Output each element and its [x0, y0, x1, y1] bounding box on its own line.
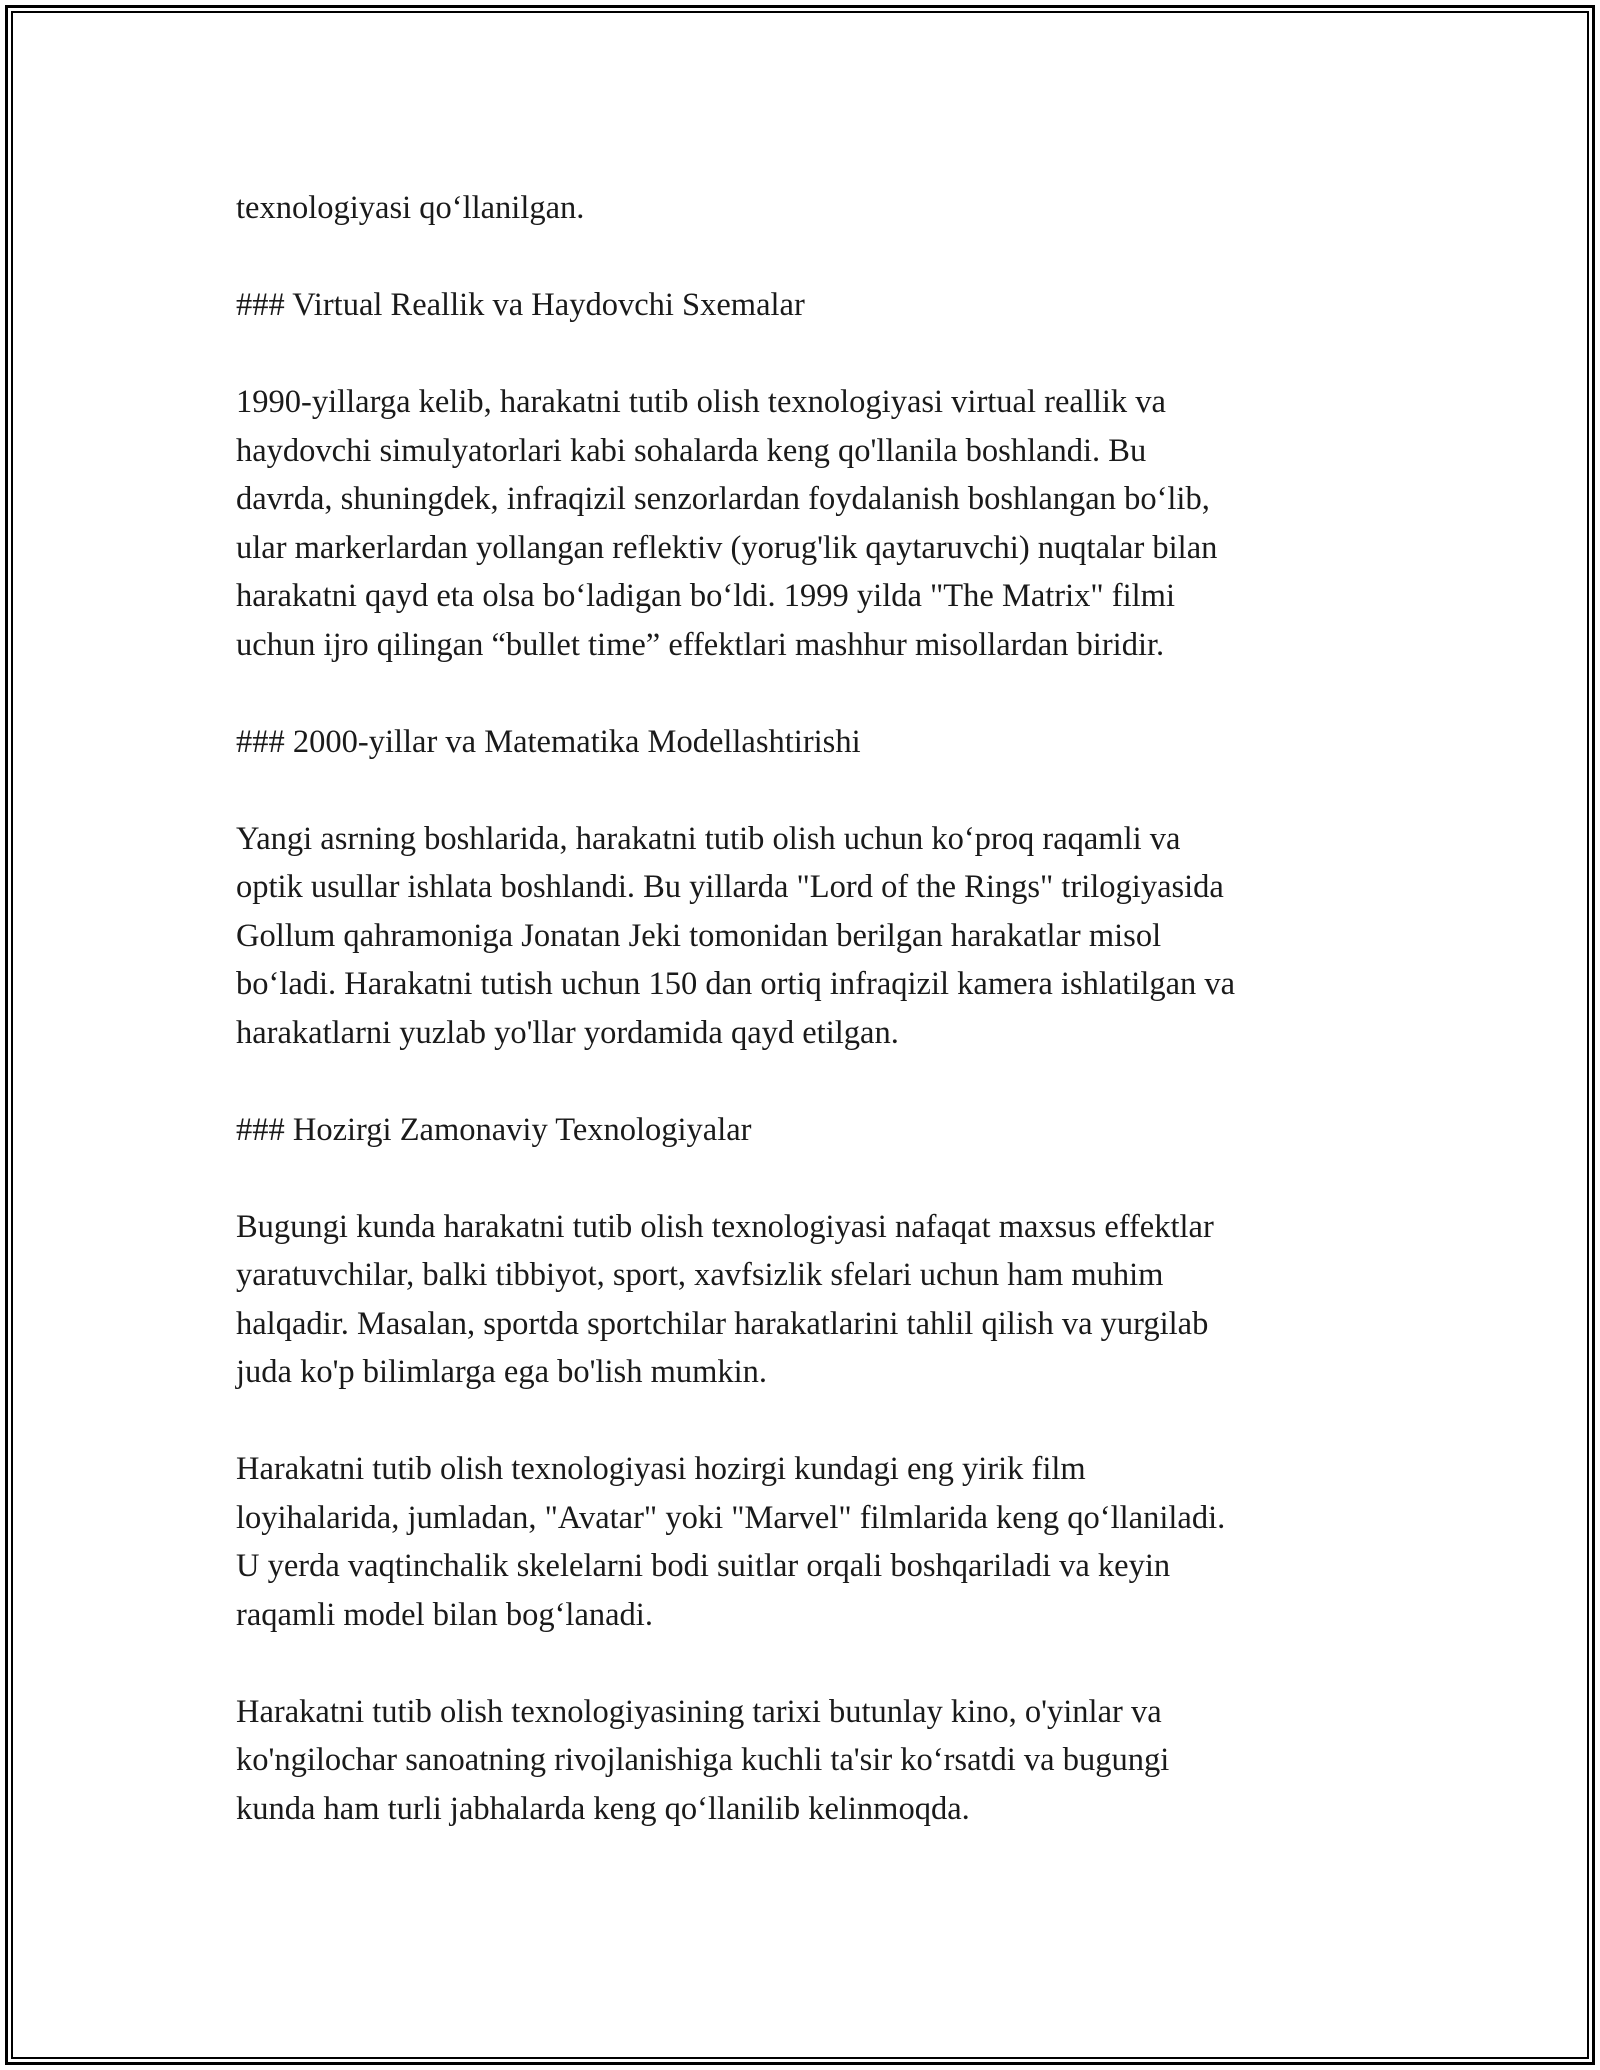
paragraph-line: uchun ijro qilingan “bullet time” effektlari mashhur misollardan biridir.	[236, 626, 1165, 663]
paragraph-line: harakatlarni yuzlab yo'llar yordamida qayd etilgan.	[236, 1014, 899, 1051]
section-heading	[236, 718, 1416, 767]
paragraph	[236, 1688, 1416, 1834]
paragraph-line: ular markerlardan yollangan reflektiv (yorug'lik qaytaruvchi) nuqtalar bilan	[236, 529, 1218, 566]
paragraph-line: ko'ngilochar sanoatning rivojlanishiga kuchli ta'sir ko‘rsatdi va bugungi	[236, 1742, 1170, 1778]
paragraph-line: Gollum qahramoniga Jonatan Jeki tomonidan berilgan harakatlar misol	[236, 917, 1162, 954]
paragraph	[236, 1203, 1416, 1397]
paragraph-line: juda ko'p bilimlarga ega bo'lish mumkin.	[236, 1354, 768, 1390]
paragraph	[236, 1445, 1416, 1639]
paragraph	[236, 378, 1416, 669]
heading-line: ### Virtual Reallik va Haydovchi Sxemalar	[236, 287, 805, 323]
paragraph-line: 1990-yillarga kelib, harakatni tutib olish texnologiyasi virtual reallik va	[236, 384, 1166, 420]
paragraph-line: kunda ham turli jabhalarda keng qo‘llanilib kelinmoqda.	[236, 1790, 970, 1827]
paragraph	[236, 184, 1416, 233]
paragraph-line: Harakatni tutib olish texnologiyasining tarixi butunlay kino, o'yinlar va	[236, 1693, 1162, 1730]
paragraph-line: halqadir. Masalan, sportda sportchilar harakatlarini tahlil qilish va yurgilab	[236, 1305, 1209, 1342]
paragraph-line: haydovchi simulyatorlari kabi sohalarda keng qo'llanila boshlandi. Bu	[236, 432, 1147, 469]
heading-line: ### 2000-yillar va Matematika Modellashtirishi	[236, 723, 861, 760]
document-body	[236, 184, 1416, 1882]
paragraph	[236, 815, 1416, 1058]
paragraph-line: bo‘ladi. Harakatni tutish uchun 150 dan ortiq infraqizil kamera ishlatilgan va	[236, 966, 1236, 1002]
paragraph-line: Harakatni tutib olish texnologiyasi hozirgi kundagi eng yirik film	[236, 1451, 1086, 1487]
section-heading	[236, 281, 1416, 330]
paragraph-line: optik usullar ishlata boshlandi. Bu yillarda "Lord of the Rings" trilogiyasida	[236, 869, 1224, 905]
paragraph-line: raqamli model bilan bog‘lanadi.	[236, 1596, 653, 1633]
paragraph-line: texnologiyasi qo‘llanilgan.	[236, 190, 585, 226]
paragraph-line: loyihalarida, jumladan, "Avatar" yoki "Marvel" filmlarida keng qo‘llaniladi.	[236, 1499, 1226, 1536]
paragraph-line: U yerda vaqtinchalik skelelarni bodi suitlar orqali boshqariladi va keyin	[236, 1548, 1171, 1584]
paragraph-line: Bugungi kunda harakatni tutib olish texnologiyasi nafaqat maxsus effektlar	[236, 1208, 1214, 1245]
heading-line: ### Hozirgi Zamonaviy Texnologiyalar	[236, 1111, 752, 1148]
paragraph-line: yaratuvchilar, balki tibbiyot, sport, xavfsizlik sfelari uchun ham muhim	[236, 1257, 1164, 1293]
section-heading	[236, 1106, 1416, 1155]
paragraph-line: harakatni qayd eta olsa bo‘ladigan bo‘ldi. 1999 yilda "The Matrix" filmi	[236, 578, 1175, 614]
paragraph-line: Yangi asrning boshlarida, harakatni tutib olish uchun ko‘proq raqamli va	[236, 820, 1181, 857]
paragraph-line: davrda, shuningdek, infraqizil senzorlardan foydalanish boshlangan bo‘lib,	[236, 481, 1210, 517]
